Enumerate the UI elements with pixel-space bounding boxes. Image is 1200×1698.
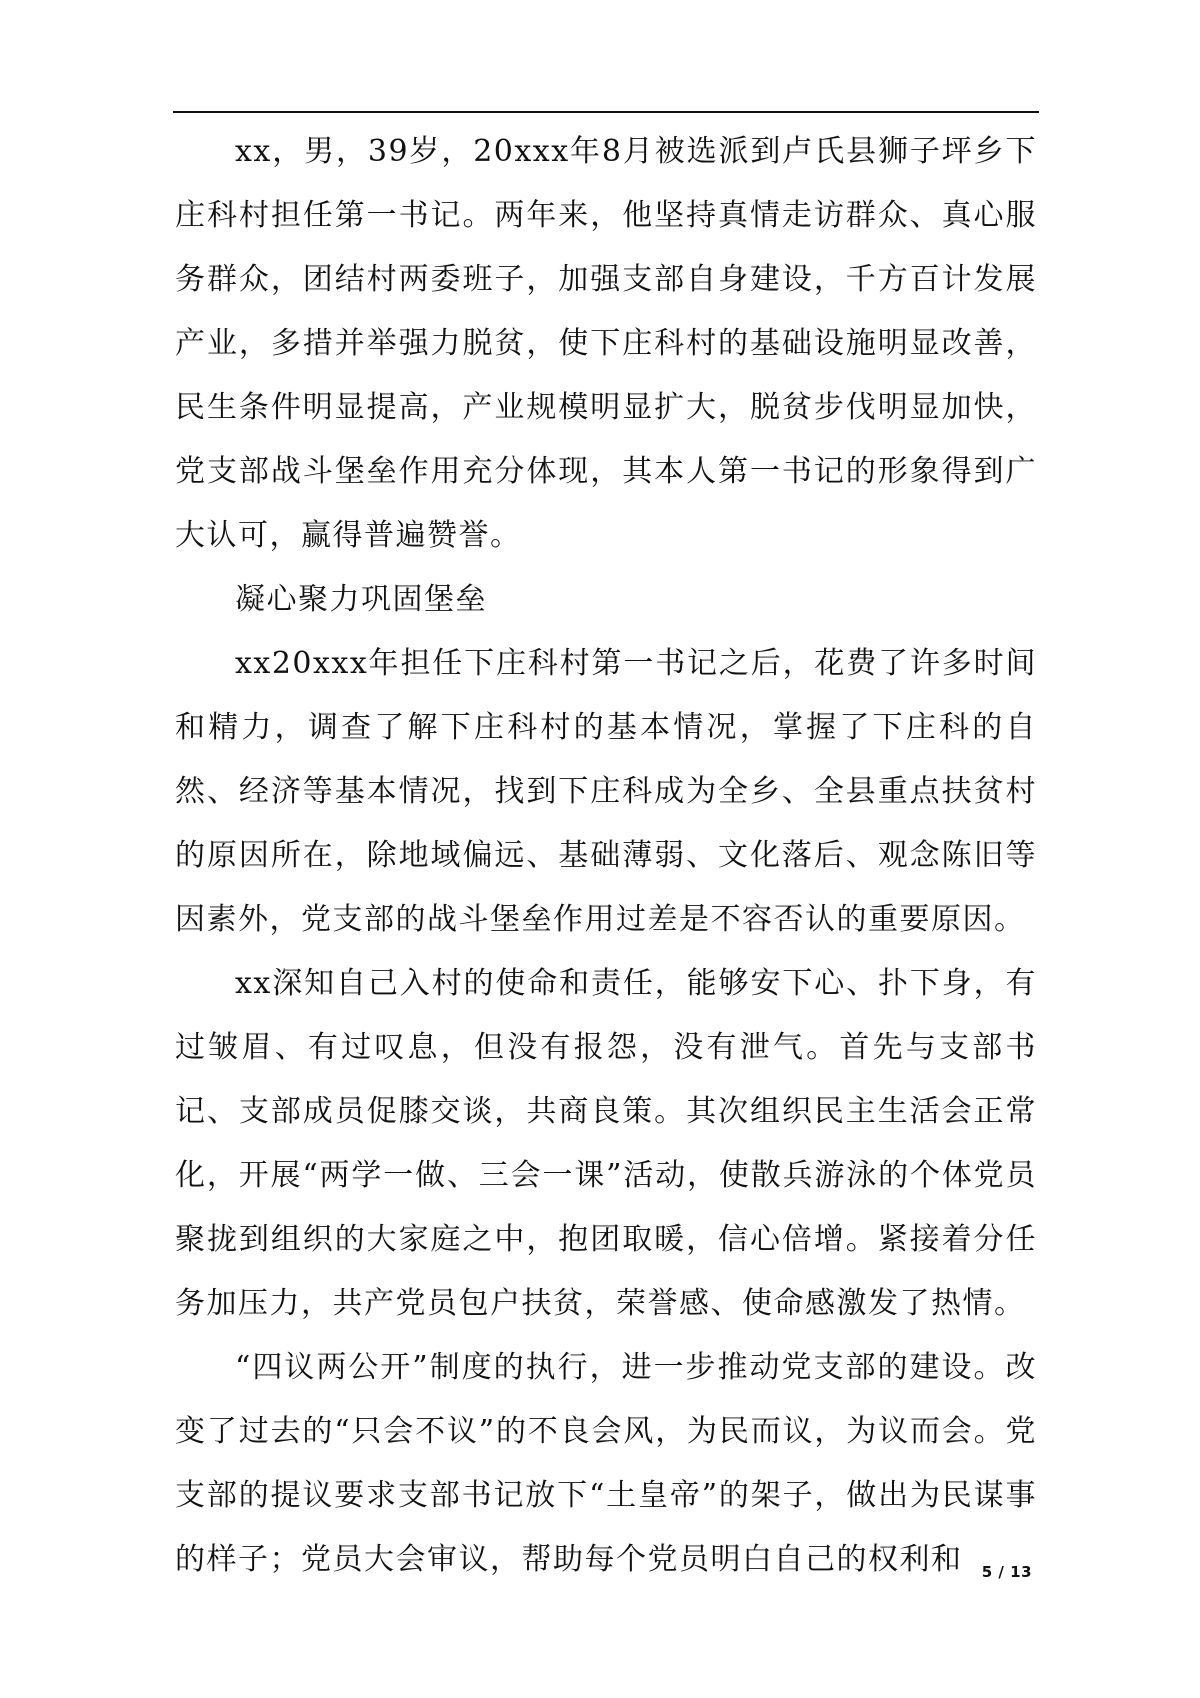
section-heading: 凝心聚力巩固堡垒 xyxy=(235,582,487,617)
paragraph-profile: xx，男，39岁，20xxx年8月被选派到卢氏县狮子坪乡下庄科村担任第一书记。两年来，他坚持真情走访群众、真心服务群众，团结村两委班子，加强支部自身建设，千方百计发展产业，多措并举强力脱贫，使下庄科村的基础设施明显改善，民生条件明显提高，产业规模明显扩大，脱贫步伐明显加快，党支部战斗堡垒作用充分体现，其本人第一书记的形象得到广大认可，赢得普遍赞誉。 xyxy=(175,134,1037,553)
page-number: 5 / 13 xyxy=(981,1563,1032,1581)
paragraph-mission: xx深知自己入村的使命和责任，能够安下心、扑下身，有过皱眉、有过叹息，但没有报怨，没有泄气。首先与支部书记、支部成员促膝交谈，共商良策。其次组织民主生活会正常化，开展“两学一做、三会一课”活动，使散兵游泳的个体党员聚拢到组织的大家庭之中，抱团取暖，信心倍增。紧接着分任务加压力，共产党员包户扶贫，荣誉感、使命感激发了热情。 xyxy=(175,966,1037,1321)
document-body xyxy=(175,120,1037,1592)
paragraph-four-discussions: “四议两公开”制度的执行，进一步推动党支部的建设。改变了过去的“只会不议”的不良会风，为民而议，为议而会。党支部的提议要求支部书记放下“土皇帝”的架子，做出为民谋事的样子；党员大会审议，帮助每个党员明白自己的权利和 xyxy=(175,1350,1037,1577)
header-rule xyxy=(173,111,1039,113)
paragraph-investigation: xx20xxx年担任下庄科村第一书记之后，花费了许多时间和精力，调查了解下庄科村的基本情况，掌握了下庄科的自然、经济等基本情况，找到下庄科成为全乡、全县重点扶贫村的原因所在，除地域偏远、基础薄弱、文化落后、观念陈旧等因素外，党支部的战斗堡垒作用过差是不容否认的重要原因。 xyxy=(175,646,1037,937)
